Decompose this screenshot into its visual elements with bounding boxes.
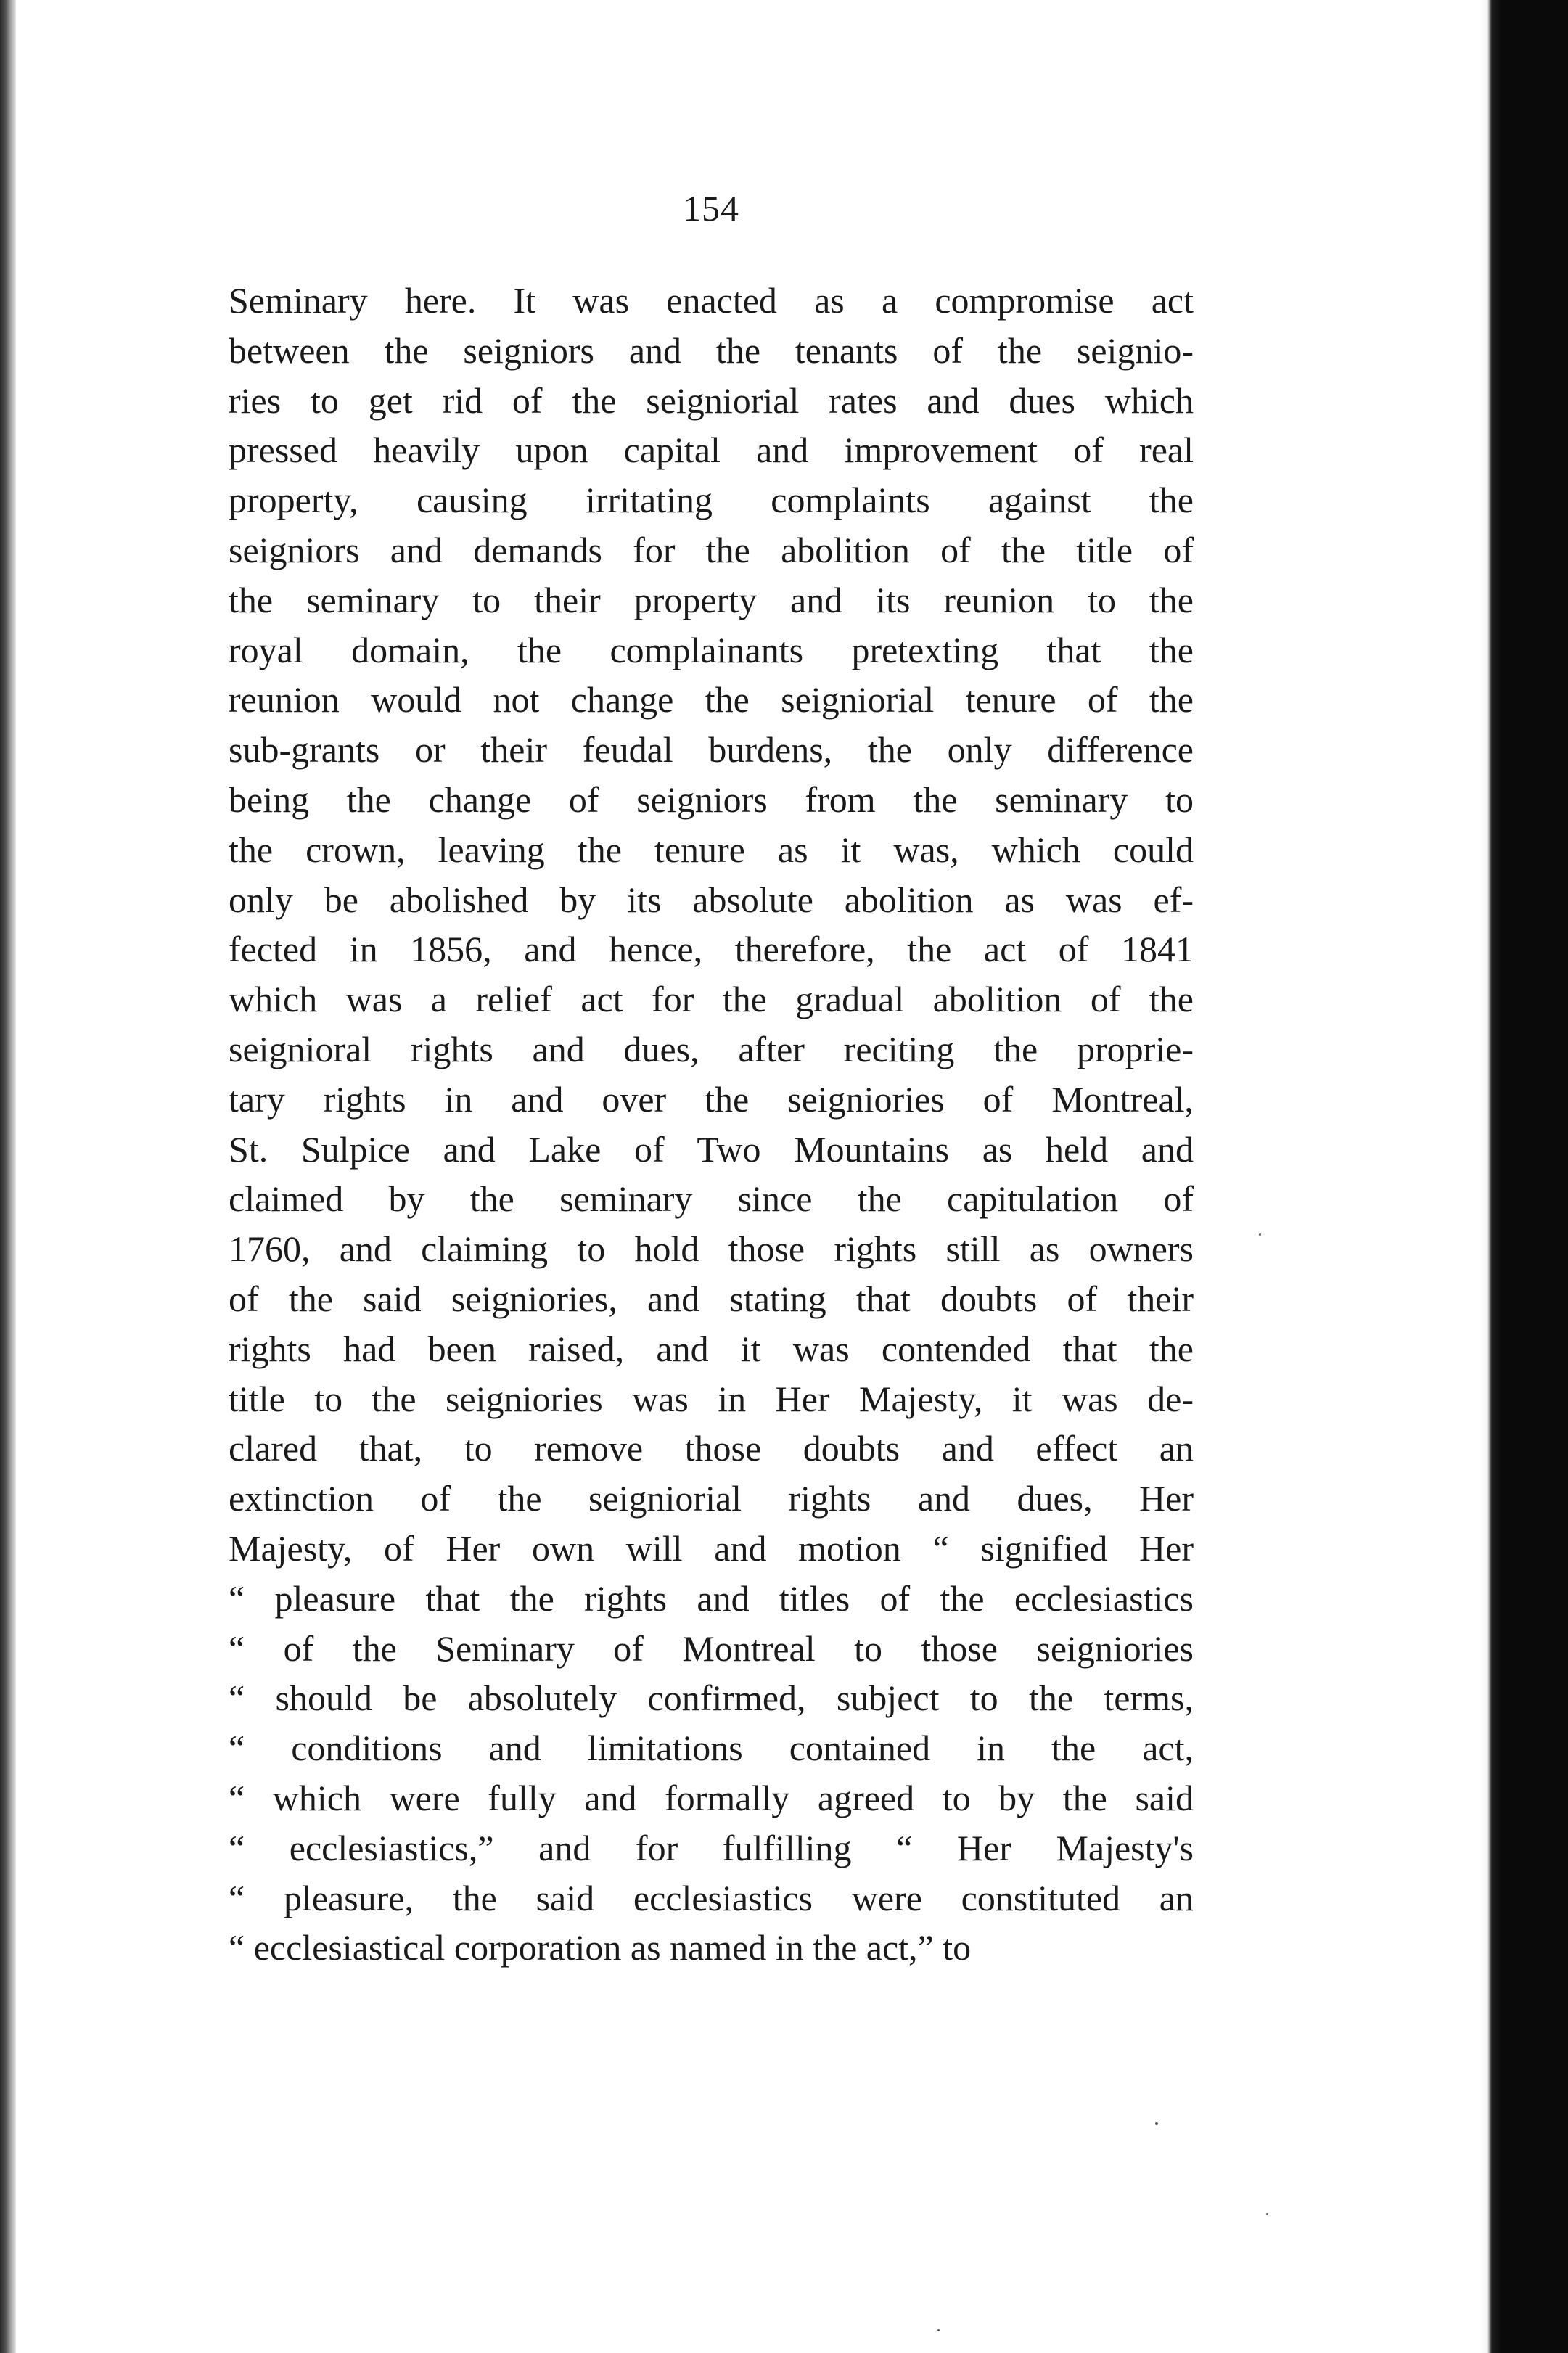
text-line: claimed by the seminary since the capitulation of <box>229 1178 1194 1220</box>
text-line: royal domain, the complainants pretexting that the <box>229 629 1194 670</box>
text-line: “ which were fully and formally agreed to by the said <box>229 1777 1194 1818</box>
text-line: “ should be absolutely confirmed, subject to the terms, <box>229 1678 1194 1719</box>
text-line: pressed heavily upon capital and improvement of real <box>229 430 1194 471</box>
scan-speck <box>1155 2122 1158 2125</box>
text-line: seignioral rights and dues, after reciting the proprie- <box>229 1028 1194 1069</box>
text-line: “ pleasure that the rights and titles of the ecclesiastics <box>229 1577 1194 1619</box>
scan-left-edge <box>0 0 16 2353</box>
text-line: “ of the Seminary of Montreal to those seigniories <box>229 1627 1194 1669</box>
text-line: rights had been raised, and it was contended that the <box>229 1328 1194 1369</box>
text-line: ries to get rid of the seigniorial rates and dues which <box>229 379 1194 421</box>
text-line: Seminary here. It was enacted as a compromise act <box>229 280 1194 321</box>
text-line: sub-grants or their feudal burdens, the only difference <box>229 729 1194 771</box>
scan-speck <box>1266 2213 1268 2215</box>
text-line: Majesty, of Her own will and motion “ signified Her <box>229 1527 1194 1569</box>
text-line: 1760, and claiming to hold those rights still as owners <box>229 1228 1194 1270</box>
scan-right-edge <box>1480 0 1568 2353</box>
text-line: being the change of seigniors from the seminary to <box>229 779 1194 820</box>
text-line: “ pleasure, the said ecclesiastics were constituted an <box>229 1877 1194 1918</box>
text-line: only be abolished by its absolute abolition as was ef- <box>229 879 1194 920</box>
scan-speck <box>1259 1233 1261 1236</box>
text-line: of the said seigniories, and stating that doubts of their <box>229 1278 1194 1319</box>
text-line: which was a relief act for the gradual abolition of the <box>229 979 1194 1020</box>
text-line: “ ecclesiastics,” and for fulfilling “ Her Majesty's <box>229 1827 1194 1868</box>
text-line: the seminary to their property and its reunion to the <box>229 579 1194 620</box>
text-line: St. Sulpice and Lake of Two Mountains as held and <box>229 1128 1194 1170</box>
text-line: tary rights in and over the seigniories of Montreal, <box>229 1078 1194 1120</box>
text-line: “ ecclesiastical corporation as named in the act,” to <box>229 1927 972 1968</box>
text-line: between the seigniors and the tenants of the seignio- <box>229 329 1194 371</box>
page-number: 154 <box>683 188 739 229</box>
text-line: reunion would not change the seigniorial tenure of the <box>229 679 1194 720</box>
text-line: extinction of the seigniorial rights and dues, Her <box>229 1478 1194 1519</box>
text-line: clared that, to remove those doubts and effect an <box>229 1428 1194 1469</box>
text-line: the crown, leaving the tenure as it was, which could <box>229 829 1194 870</box>
scan-speck <box>937 2329 940 2331</box>
text-line: property, causing irritating complaints against the <box>229 480 1194 521</box>
text-line: “ conditions and limitations contained in the act, <box>229 1728 1194 1769</box>
body-text <box>229 276 1194 1973</box>
text-line: title to the seigniories was in Her Majesty, it was de- <box>229 1378 1194 1419</box>
text-line: seigniors and demands for the abolition of the title of <box>229 529 1194 570</box>
text-line: fected in 1856, and hence, therefore, the act of 1841 <box>229 929 1194 970</box>
